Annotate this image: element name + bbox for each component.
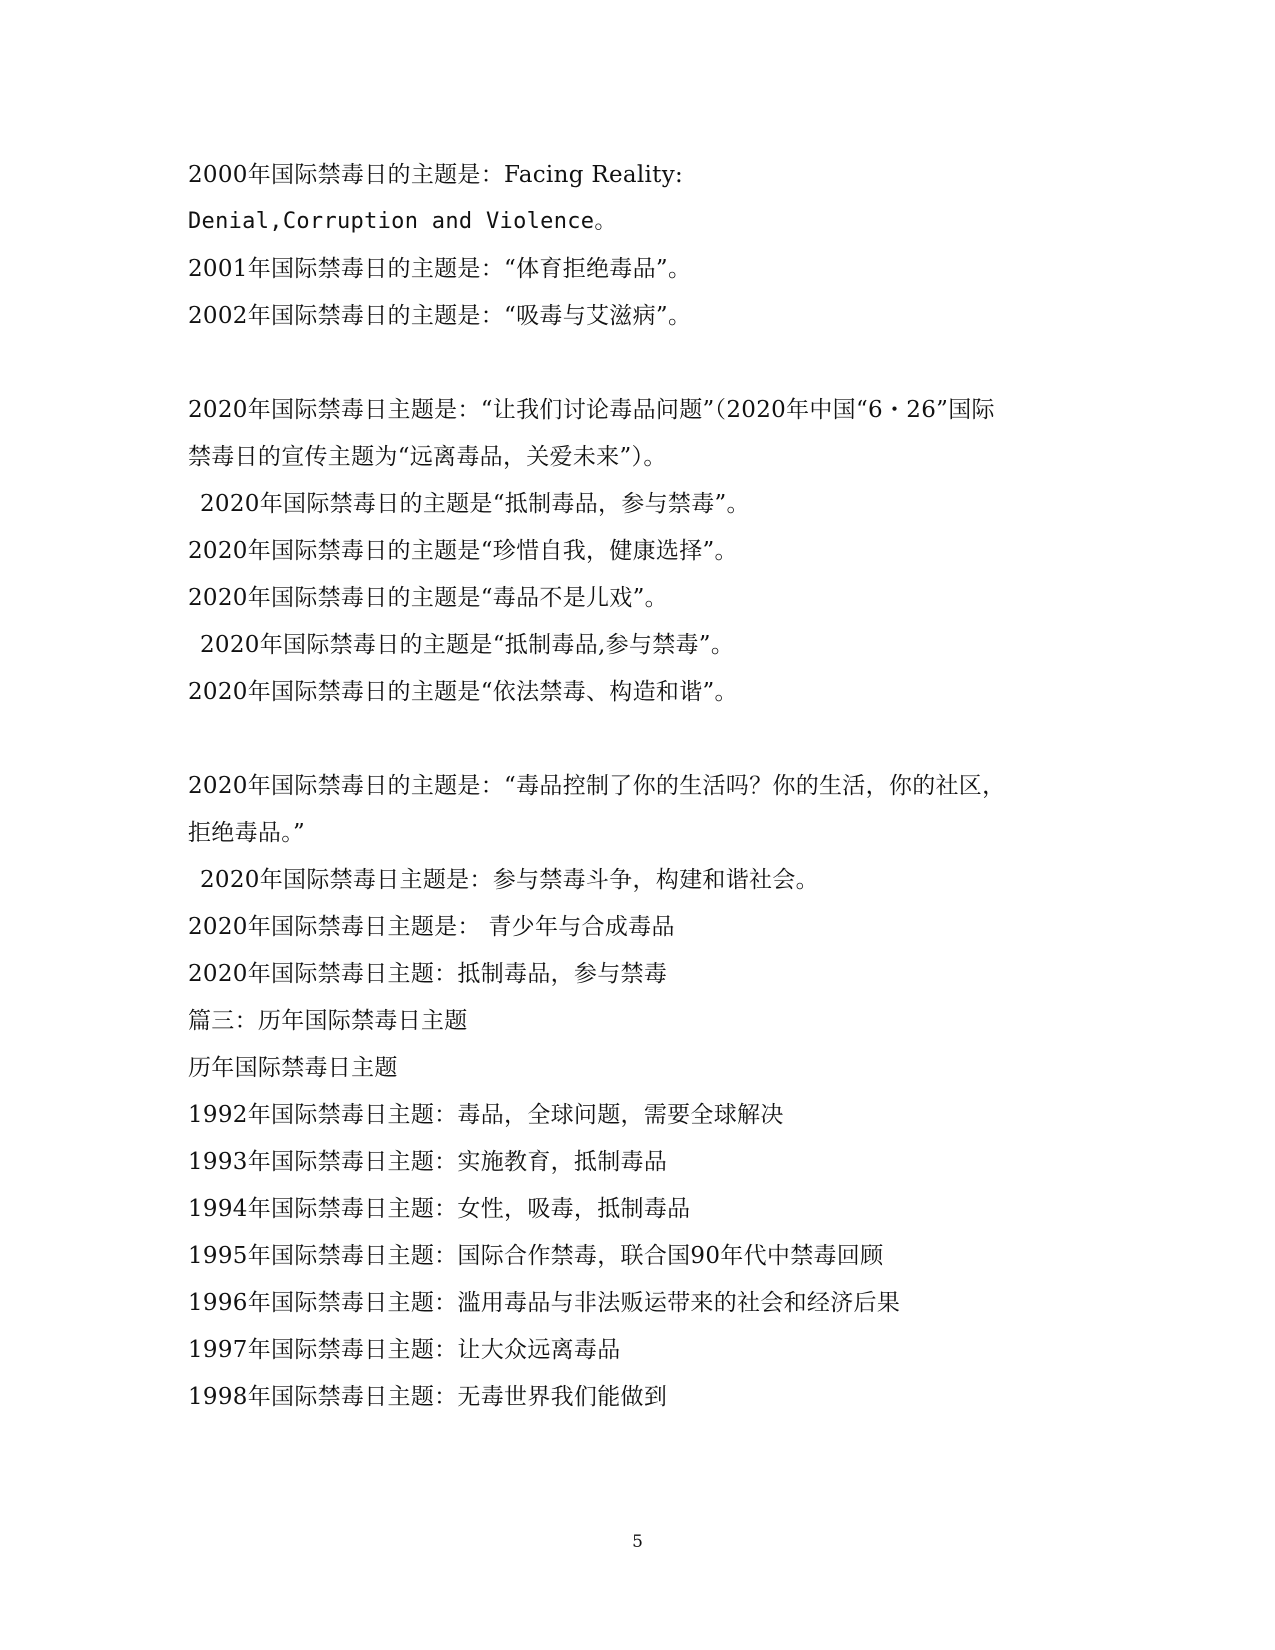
text-line-1994-theme: 1994年国际禁毒日主题：女性，吸毒，抵制毒品 — [188, 1196, 691, 1222]
text-line-2020-theme-j: 2020年国际禁毒日主题：抵制毒品，参与禁毒 — [188, 961, 668, 987]
text-line-2020-theme-d: 2020年国际禁毒日的主题是“毒品不是儿戏”。 — [188, 585, 668, 611]
text-line-2020-theme-a-cont: 禁毒日的宣传主题为“远离毒品，关爱未来”）。 — [188, 444, 667, 470]
text-line-1997-theme: 1997年国际禁毒日主题：让大众远离毒品 — [188, 1337, 621, 1363]
text-line-2000-theme: 2000年国际禁毒日的主题是：Facing Reality: — [188, 162, 684, 188]
section-heading: 篇三：历年国际禁毒日主题 — [188, 1008, 468, 1034]
text-line-1993-theme: 1993年国际禁毒日主题：实施教育，抵制毒品 — [188, 1149, 668, 1175]
page-number: 5 — [632, 1532, 643, 1552]
text-line-2020-theme-h: 2020年国际禁毒日主题是：参与禁毒斗争，构建和谐社会。 — [200, 867, 819, 893]
text-line-2020-theme-i: 2020年国际禁毒日主题是： 青少年与合成毒品 — [188, 914, 675, 940]
text-line-2020-theme-g-cont: 拒绝毒品。” — [188, 820, 306, 846]
section-subheading: 历年国际禁毒日主题 — [188, 1055, 398, 1081]
text-line-1995-theme: 1995年国际禁毒日主题：国际合作禁毒，联合国90年代中禁毒回顾 — [188, 1243, 884, 1269]
text-line-2000-theme-cont: Denial,Corruption and Violence。 — [188, 209, 617, 234]
text-line-2002-theme: 2002年国际禁毒日的主题是：“吸毒与艾滋病”。 — [188, 303, 692, 329]
text-line-1992-theme: 1992年国际禁毒日主题：毒品，全球问题，需要全球解决 — [188, 1102, 784, 1128]
text-line-1996-theme: 1996年国际禁毒日主题：滥用毒品与非法贩运带来的社会和经济后果 — [188, 1290, 901, 1316]
text-line-2020-theme-g: 2020年国际禁毒日的主题是：“毒品控制了你的生活吗？你的生活，你的社区， — [188, 773, 1006, 799]
text-line-1998-theme: 1998年国际禁毒日主题：无毒世界我们能做到 — [188, 1384, 668, 1410]
text-line-2020-theme-a: 2020年国际禁毒日主题是：“让我们讨论毒品问题”（2020年中国“6・26”国际 — [188, 397, 995, 423]
text-line-2001-theme: 2001年国际禁毒日的主题是：“体育拒绝毒品”。 — [188, 256, 692, 282]
text-line-2020-theme-c: 2020年国际禁毒日的主题是“珍惜自我，健康选择”。 — [188, 538, 738, 564]
text-line-2020-theme-b: 2020年国际禁毒日的主题是“抵制毒品，参与禁毒”。 — [200, 491, 750, 517]
text-line-2020-theme-e: 2020年国际禁毒日的主题是“抵制毒品,参与禁毒”。 — [200, 632, 735, 658]
text-line-2020-theme-f: 2020年国际禁毒日的主题是“依法禁毒、构造和谐”。 — [188, 679, 738, 705]
